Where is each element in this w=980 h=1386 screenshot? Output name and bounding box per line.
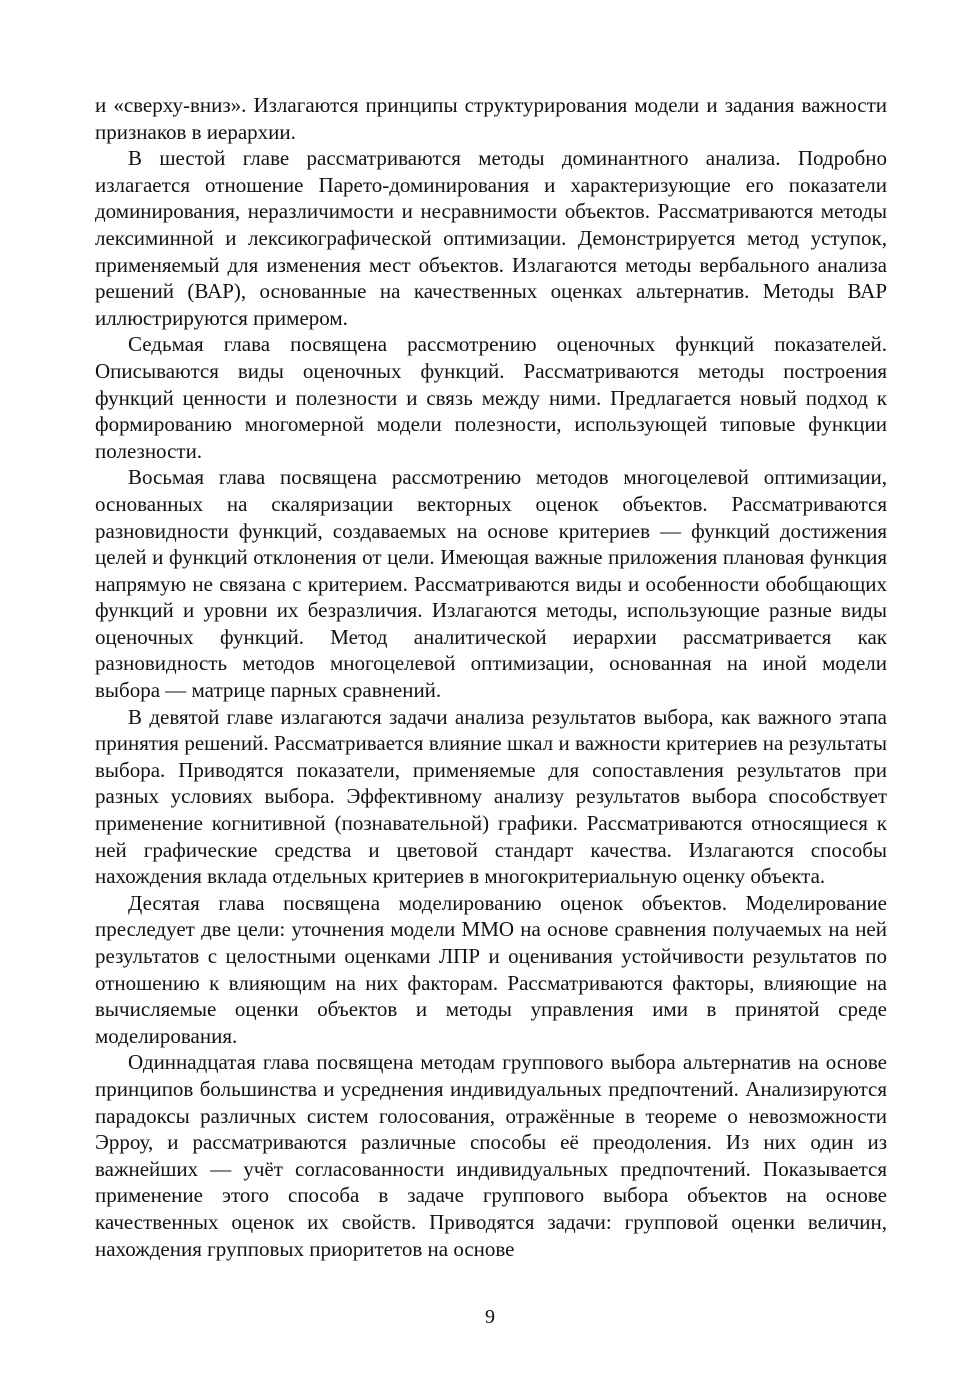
paragraph-chapter-11: Одиннадцатая глава посвящена методам группового выбора альтернатив на основе принципов большинства и усреднения индивидуальных предпочтений. Анализируются парадоксы различных систем голосования, отражённые в теореме о невозможности Эрроу, и рассматриваются различные способы её преодоления. Из них один из важнейших — учёт согласованности индивидуальных предпочтений. Показывается применение этого способа в задаче группового выбора объектов на основе качественных оценок их свойств. Приводятся задачи: групповой оценки величин, нахождения групповых приоритетов на основе — [95, 1050, 887, 1261]
document-page-body — [95, 92, 887, 1262]
paragraph-chapter-7: Седьмая глава посвящена рассмотрению оценочных функций показателей. Описываются виды оценочных функций. Рассматриваются методы построения функций ценности и полезности и связь между ними. Предлагается новый подход к формированию многомерной модели полезности, использующей типовые функции полезности. — [95, 332, 887, 463]
page-number: 9 — [485, 1306, 495, 1328]
paragraph-chapter-10: Десятая глава посвящена моделированию оценок объектов. Моделирование преследует две цели: уточнения модели ММО на основе сравнения получаемых на ней результатов с целостными оценками ЛПР и оценивания устойчивости результатов по отношению к влияющим на них факторам. Рассматриваются факторы, влияющие на вычисляемые оценки объектов и методы управления ими в принятой среде моделирования. — [95, 890, 887, 1048]
paragraph-chapter-8: Восьмая глава посвящена рассмотрению методов многоцелевой оптимизации, основанных на скаляризации векторных оценок объектов. Рассматриваются разновидности функций, создаваемых на основе критериев — функций достижения целей и функций отклонения от цели. Имеющая важные приложения плановая функция напрямую не связана с критерием. Рассматриваются виды и особенности обобщающих функций и уровни их безразличия. Излагаются методы, использующие разные виды оценочных функций. Метод аналитической иерархии рассматривается как разновидность методов многоцелевой оптимизации, основанная на иной модели выбора — матрице парных сравнений. — [95, 465, 887, 703]
paragraph-continuation: и «сверху-вниз». Излагаются принципы структурирования модели и задания важности признаков в иерархии. — [95, 93, 887, 144]
paragraph-chapter-9: В девятой главе излагаются задачи анализа результатов выбора, как важного этапа принятия решений. Рассматривается влияние шкал и важности критериев на результаты выбора. Приводятся показатели, применяемые для сопоставления результатов при разных условиях выбора. Эффективному анализу результатов выбора способствует применение когнитивной (познавательной) графики. Рассматриваются относящиеся к ней графические средства и цветовой стандарт качества. Излагаются способы нахождения вклада отдельных критериев в многокритериальную оценку объекта. — [95, 704, 887, 889]
paragraph-chapter-6: В шестой главе рассматриваются методы доминантного анализа. Подробно излагается отношение Парето-доминирования и характеризующие его показатели доминирования, неразличимости и несравнимости объектов. Рассматриваются методы лексиминной и лексикографической оптимизации. Демонстрируется метод уступок, применяемый для изменения мест объектов. Излагаются методы вербального анализа решений (ВАР), основанные на качественных оценках альтернатив. Методы ВАР иллюстрируются примером. — [95, 146, 887, 330]
